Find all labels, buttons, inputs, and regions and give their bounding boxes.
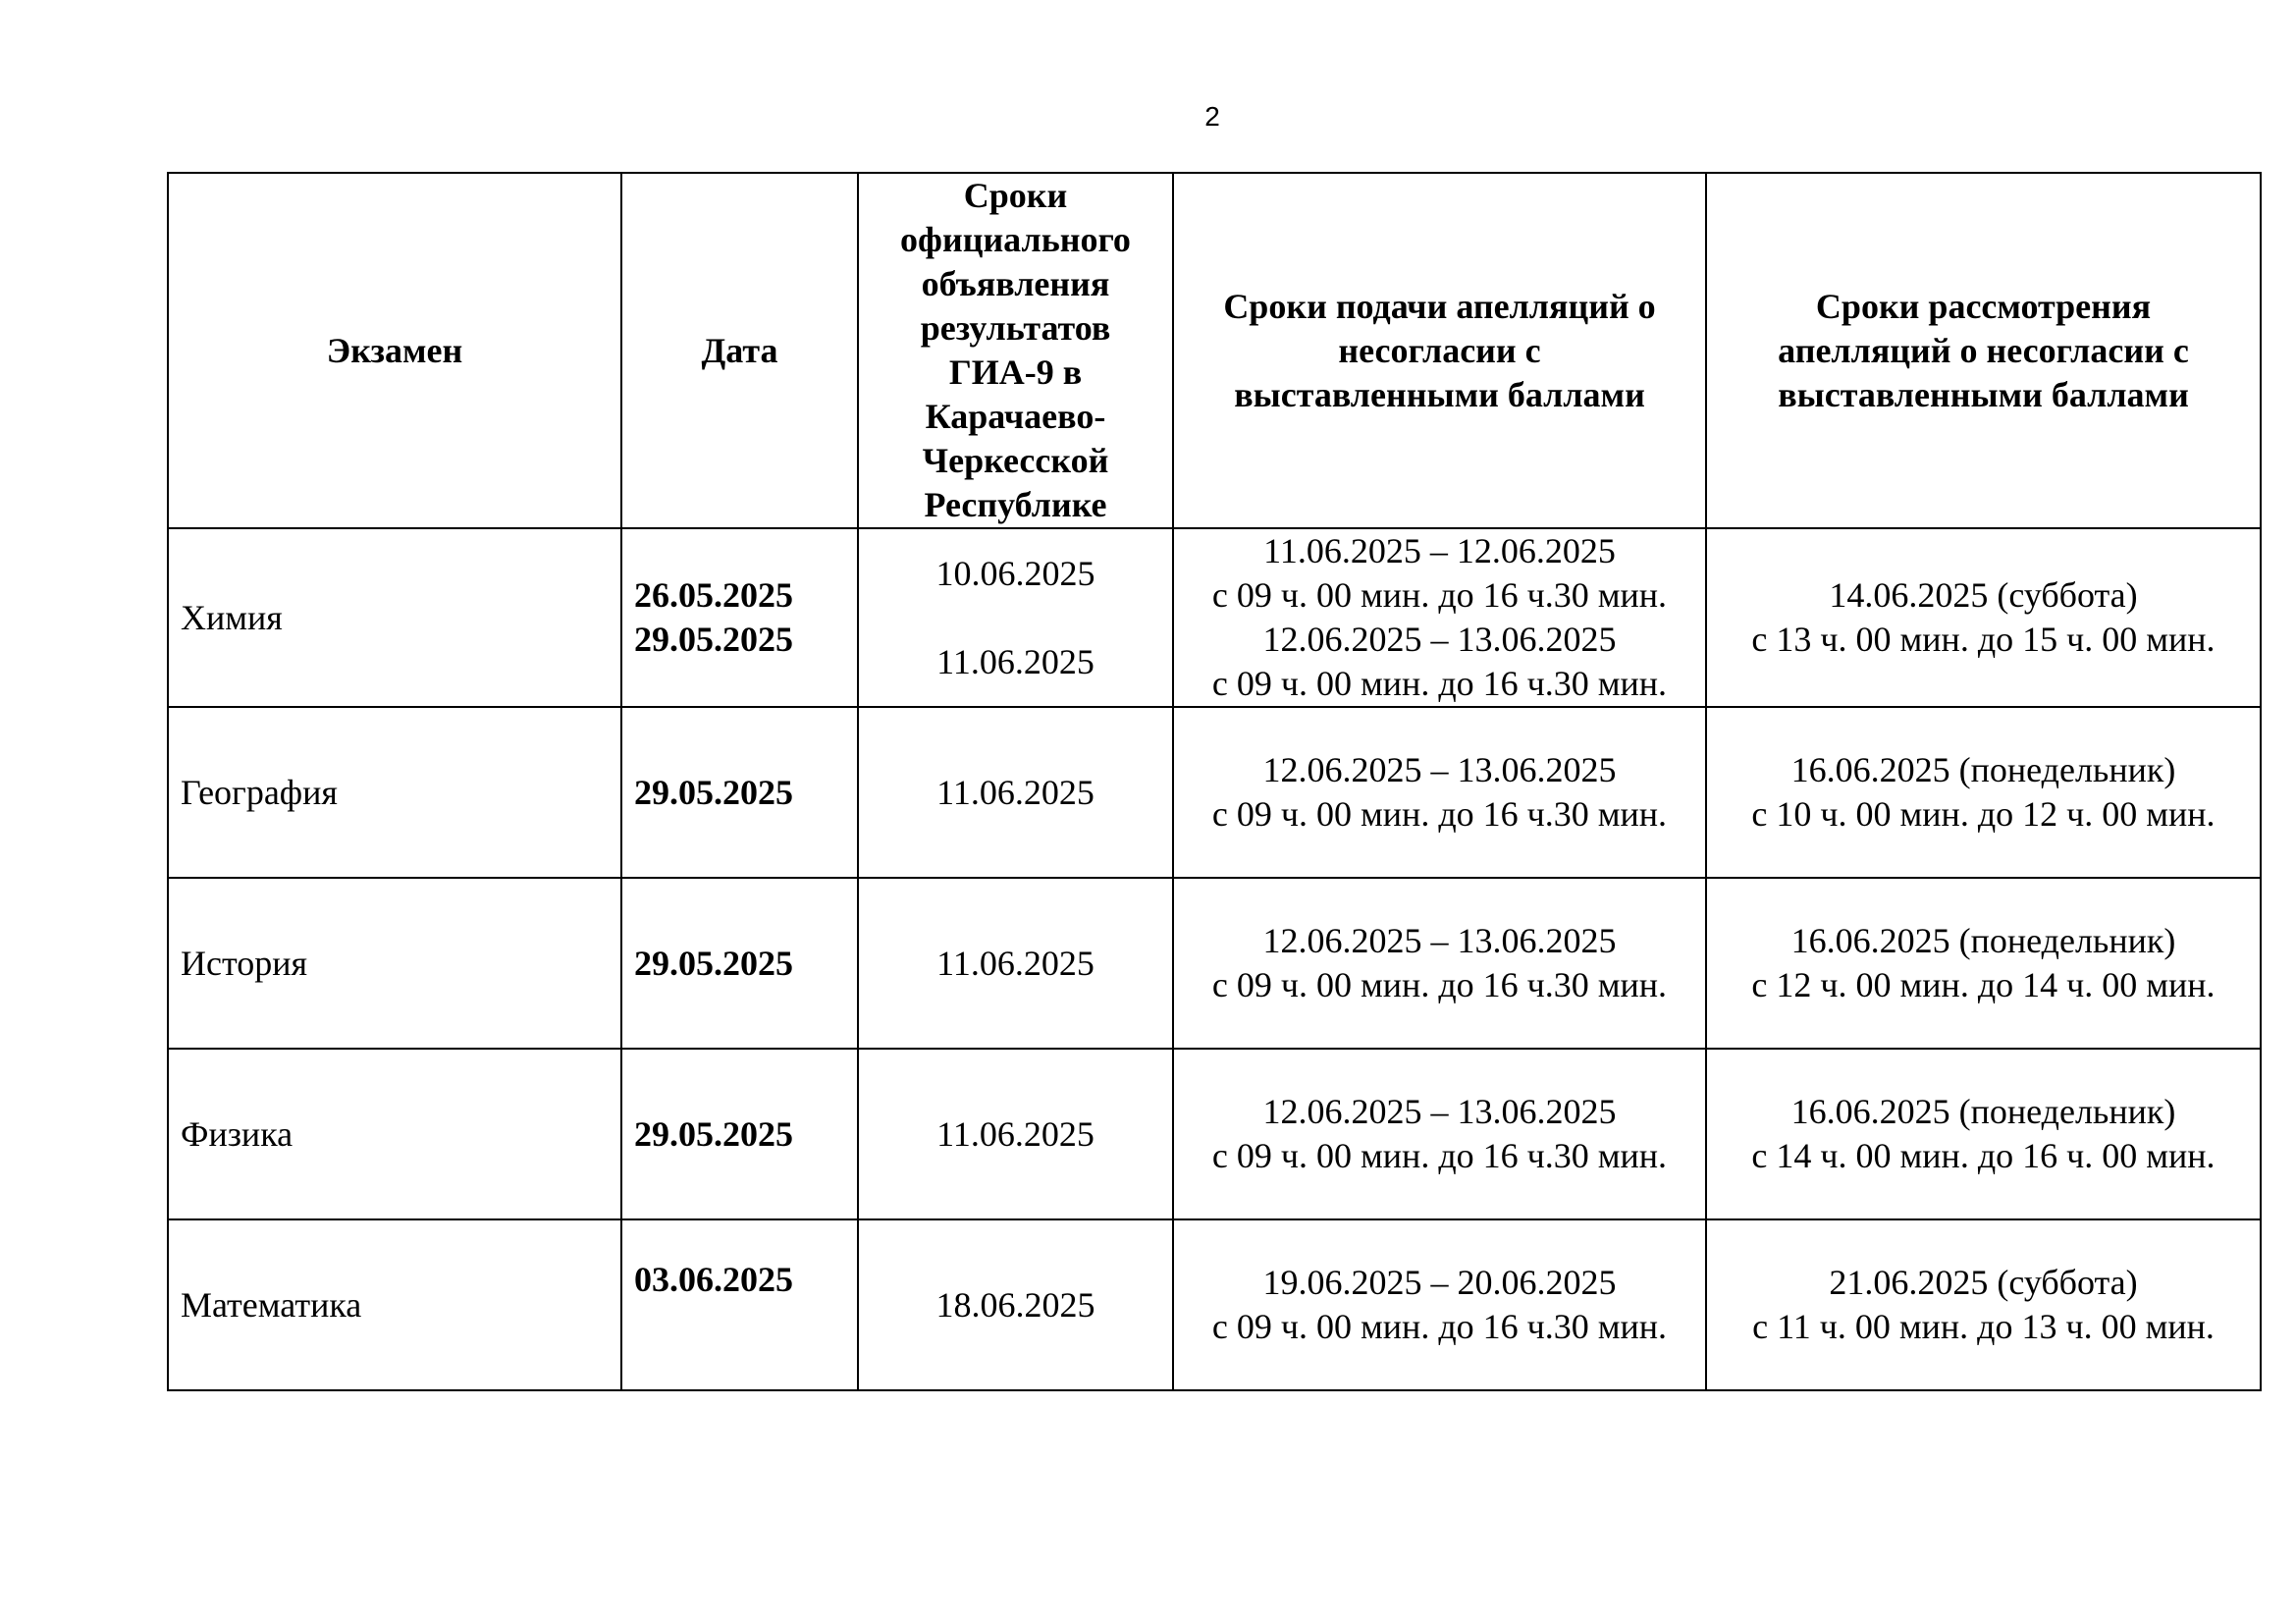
appeal-review-cell: 14.06.2025 (суббота) с 13 ч. 00 мин. до 15 ч. 00 мин. [1706, 528, 2261, 707]
exam-name-cell: География [168, 707, 621, 878]
exam-date-cell: 26.05.2025 29.05.2025 [621, 528, 858, 707]
appeal-submission-cell: 11.06.2025 – 12.06.2025 с 09 ч. 00 мин. до 16 ч.30 мин. 12.06.2025 – 13.06.2025 с 09 ч. 00 мин. до 16 ч.30 мин. [1173, 528, 1706, 707]
table-row [168, 1219, 2261, 1390]
appeal-review-cell: 16.06.2025 (понедельник) с 12 ч. 00 мин. до 14 ч. 00 мин. [1706, 878, 2261, 1049]
exam-schedule-table [167, 172, 2262, 1391]
table-row [168, 528, 2261, 707]
page-number: 2 [1204, 101, 1220, 132]
official-results-cell: 11.06.2025 [858, 878, 1173, 1049]
exam-date-cell: 29.05.2025 [621, 707, 858, 878]
appeal-submission-cell: 12.06.2025 – 13.06.2025 с 09 ч. 00 мин. до 16 ч.30 мин. [1173, 878, 1706, 1049]
official-results-cell: 11.06.2025 [858, 707, 1173, 878]
header-date: Дата [621, 173, 858, 528]
appeal-submission-cell: 12.06.2025 – 13.06.2025 с 09 ч. 00 мин. до 16 ч.30 мин. [1173, 707, 1706, 878]
official-results-cell: 10.06.2025 11.06.2025 [858, 528, 1173, 707]
exam-name-cell: История [168, 878, 621, 1049]
table-row [168, 878, 2261, 1049]
table-row [168, 707, 2261, 878]
exam-name-cell: Математика [168, 1219, 621, 1390]
table-header-row [168, 173, 2261, 528]
table-row [168, 1049, 2261, 1219]
exam-name-cell: Физика [168, 1049, 621, 1219]
header-official-results: Сроки официального объявления результатов ГИА-9 в Карачаево- Черкесской Республике [858, 173, 1173, 528]
exam-name-cell: Химия [168, 528, 621, 707]
exam-date-cell: 03.06.2025 [621, 1219, 858, 1390]
exam-date-cell: 29.05.2025 [621, 878, 858, 1049]
appeal-submission-cell: 12.06.2025 – 13.06.2025 с 09 ч. 00 мин. до 16 ч.30 мин. [1173, 1049, 1706, 1219]
appeal-review-cell: 21.06.2025 (суббота) с 11 ч. 00 мин. до 13 ч. 00 мин. [1706, 1219, 2261, 1390]
header-appeal-review: Сроки рассмотрения апелляций о несогласии с выставленными баллами [1706, 173, 2261, 528]
exam-date-cell: 29.05.2025 [621, 1049, 858, 1219]
header-appeal-submission: Сроки подачи апелляций о несогласии с выставленными баллами [1173, 173, 1706, 528]
appeal-review-cell: 16.06.2025 (понедельник) с 10 ч. 00 мин. до 12 ч. 00 мин. [1706, 707, 2261, 878]
official-results-cell: 18.06.2025 [858, 1219, 1173, 1390]
appeal-review-cell: 16.06.2025 (понедельник) с 14 ч. 00 мин. до 16 ч. 00 мин. [1706, 1049, 2261, 1219]
appeal-submission-cell: 19.06.2025 – 20.06.2025 с 09 ч. 00 мин. до 16 ч.30 мин. [1173, 1219, 1706, 1390]
header-exam: Экзамен [168, 173, 621, 528]
official-results-cell: 11.06.2025 [858, 1049, 1173, 1219]
